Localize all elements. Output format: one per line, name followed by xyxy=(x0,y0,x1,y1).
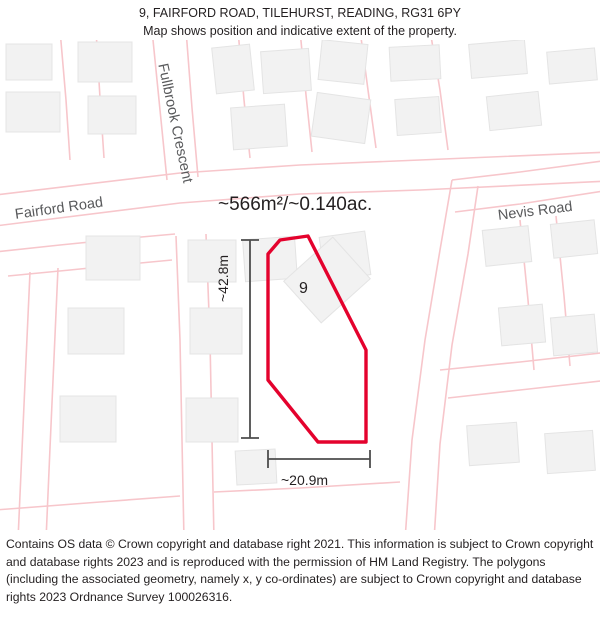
plot-number-label: 9 xyxy=(299,280,308,297)
dimension-horizontal-label: ~20.9m xyxy=(281,472,329,488)
page-subtitle: Map shows position and indicative extent of the property. xyxy=(143,24,457,38)
area-label: ~566m²/~0.140ac. xyxy=(218,194,373,215)
header xyxy=(0,0,600,40)
map-canvas[interactable] xyxy=(0,40,600,530)
dimension-vertical-label: ~42.8m xyxy=(215,254,231,302)
page-title: 9, FAIRFORD ROAD, TILEHURST, READING, RG31 6PY xyxy=(138,6,462,20)
copyright-notice: Contains OS data © Crown copyright and database right 2021. This information is subject to Crown copyright and database rights 2023 and is reproduced with the permission of HM Land Registry. The polygons (including the associated geometry, namely x, y co-ordinates) are subject to Crown copyright and database rights 2023 Ordnance Survey 100026316. xyxy=(6,537,594,604)
street-label-fairford-road: Fairford Road xyxy=(14,194,105,223)
buildings xyxy=(6,40,598,485)
street-label-fullbrook-crescent: Fullbrook Crescent xyxy=(154,62,196,185)
street-label-nevis-road: Nevis Road xyxy=(497,198,574,224)
